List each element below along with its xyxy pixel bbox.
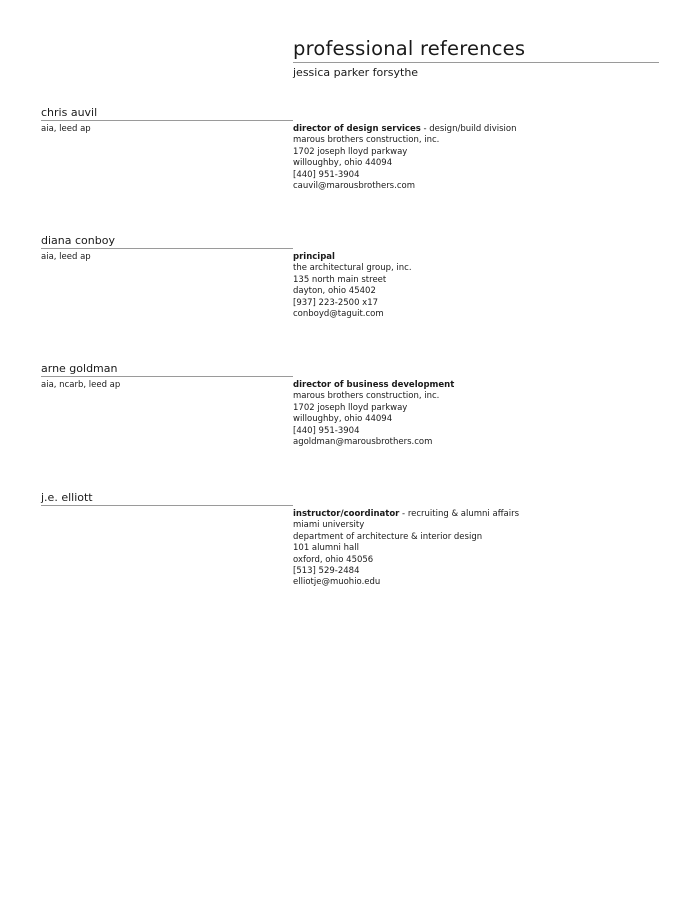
- page-title: professional references: [293, 37, 659, 63]
- reference-position-line: [293, 509, 519, 520]
- reference-department: - recruiting & alumni affairs: [399, 509, 520, 519]
- reference-city: dayton, ohio 45402: [293, 286, 376, 297]
- reference-credentials: aia, leed ap: [41, 252, 91, 262]
- reference-name: chris auvil: [41, 106, 293, 121]
- reference-position-line: [293, 124, 516, 135]
- reference-organization: miami university: [293, 520, 365, 531]
- reference-email: agoldman@marousbrothers.com: [293, 437, 433, 448]
- reference-details: [293, 380, 454, 448]
- reference-city: oxford, ohio 45056: [293, 554, 374, 565]
- reference-organization: the architectural group, inc.: [293, 263, 412, 274]
- reference-position-line: [293, 380, 454, 391]
- reference-city: willoughby, ohio 44094: [293, 158, 393, 169]
- reference-street: 1702 joseph lloyd parkway: [293, 402, 408, 413]
- reference-entry: [41, 362, 661, 448]
- reference-name: j.e. elliott: [41, 491, 293, 506]
- reference-name: arne goldman: [41, 362, 293, 377]
- reference-position-line: [293, 252, 412, 263]
- reference-organization: marous brothers construction, inc.: [293, 135, 440, 146]
- reference-name: diana conboy: [41, 234, 293, 249]
- reference-phone: [513] 529-2484: [293, 566, 360, 577]
- reference-phone: [937] 223-2500 x17: [293, 297, 379, 308]
- reference-details: [293, 124, 516, 192]
- reference-street: 101 alumni hall: [293, 543, 359, 554]
- reference-phone: [440] 951-3904: [293, 425, 360, 436]
- reference-entry: [41, 106, 661, 192]
- reference-department: - design/build division: [420, 124, 517, 134]
- reference-email: elliotje@muohio.edu: [293, 577, 381, 588]
- author-name: jessica parker forsythe: [293, 66, 419, 79]
- reference-city: willoughby, ohio 44094: [293, 414, 393, 425]
- reference-entry: [41, 491, 661, 588]
- reference-position: director of business development: [293, 380, 455, 390]
- reference-department-name: department of architecture & interior design: [293, 531, 483, 542]
- reference-street: 135 north main street: [293, 274, 387, 285]
- reference-position: instructor/coordinator: [293, 509, 400, 519]
- reference-position: director of design services: [293, 124, 421, 134]
- reference-organization: marous brothers construction, inc.: [293, 391, 440, 402]
- reference-details: [293, 509, 519, 589]
- reference-details: [293, 252, 412, 320]
- document-header: [293, 37, 659, 80]
- reference-entry: [41, 234, 661, 320]
- reference-email: conboyd@taguit.com: [293, 309, 384, 320]
- reference-street: 1702 joseph lloyd parkway: [293, 146, 408, 157]
- reference-credentials: aia, leed ap: [41, 124, 91, 134]
- reference-position: principal: [293, 252, 335, 262]
- reference-phone: [440] 951-3904: [293, 169, 360, 180]
- reference-credentials: aia, ncarb, leed ap: [41, 380, 121, 390]
- reference-email: cauvil@marousbrothers.com: [293, 181, 415, 192]
